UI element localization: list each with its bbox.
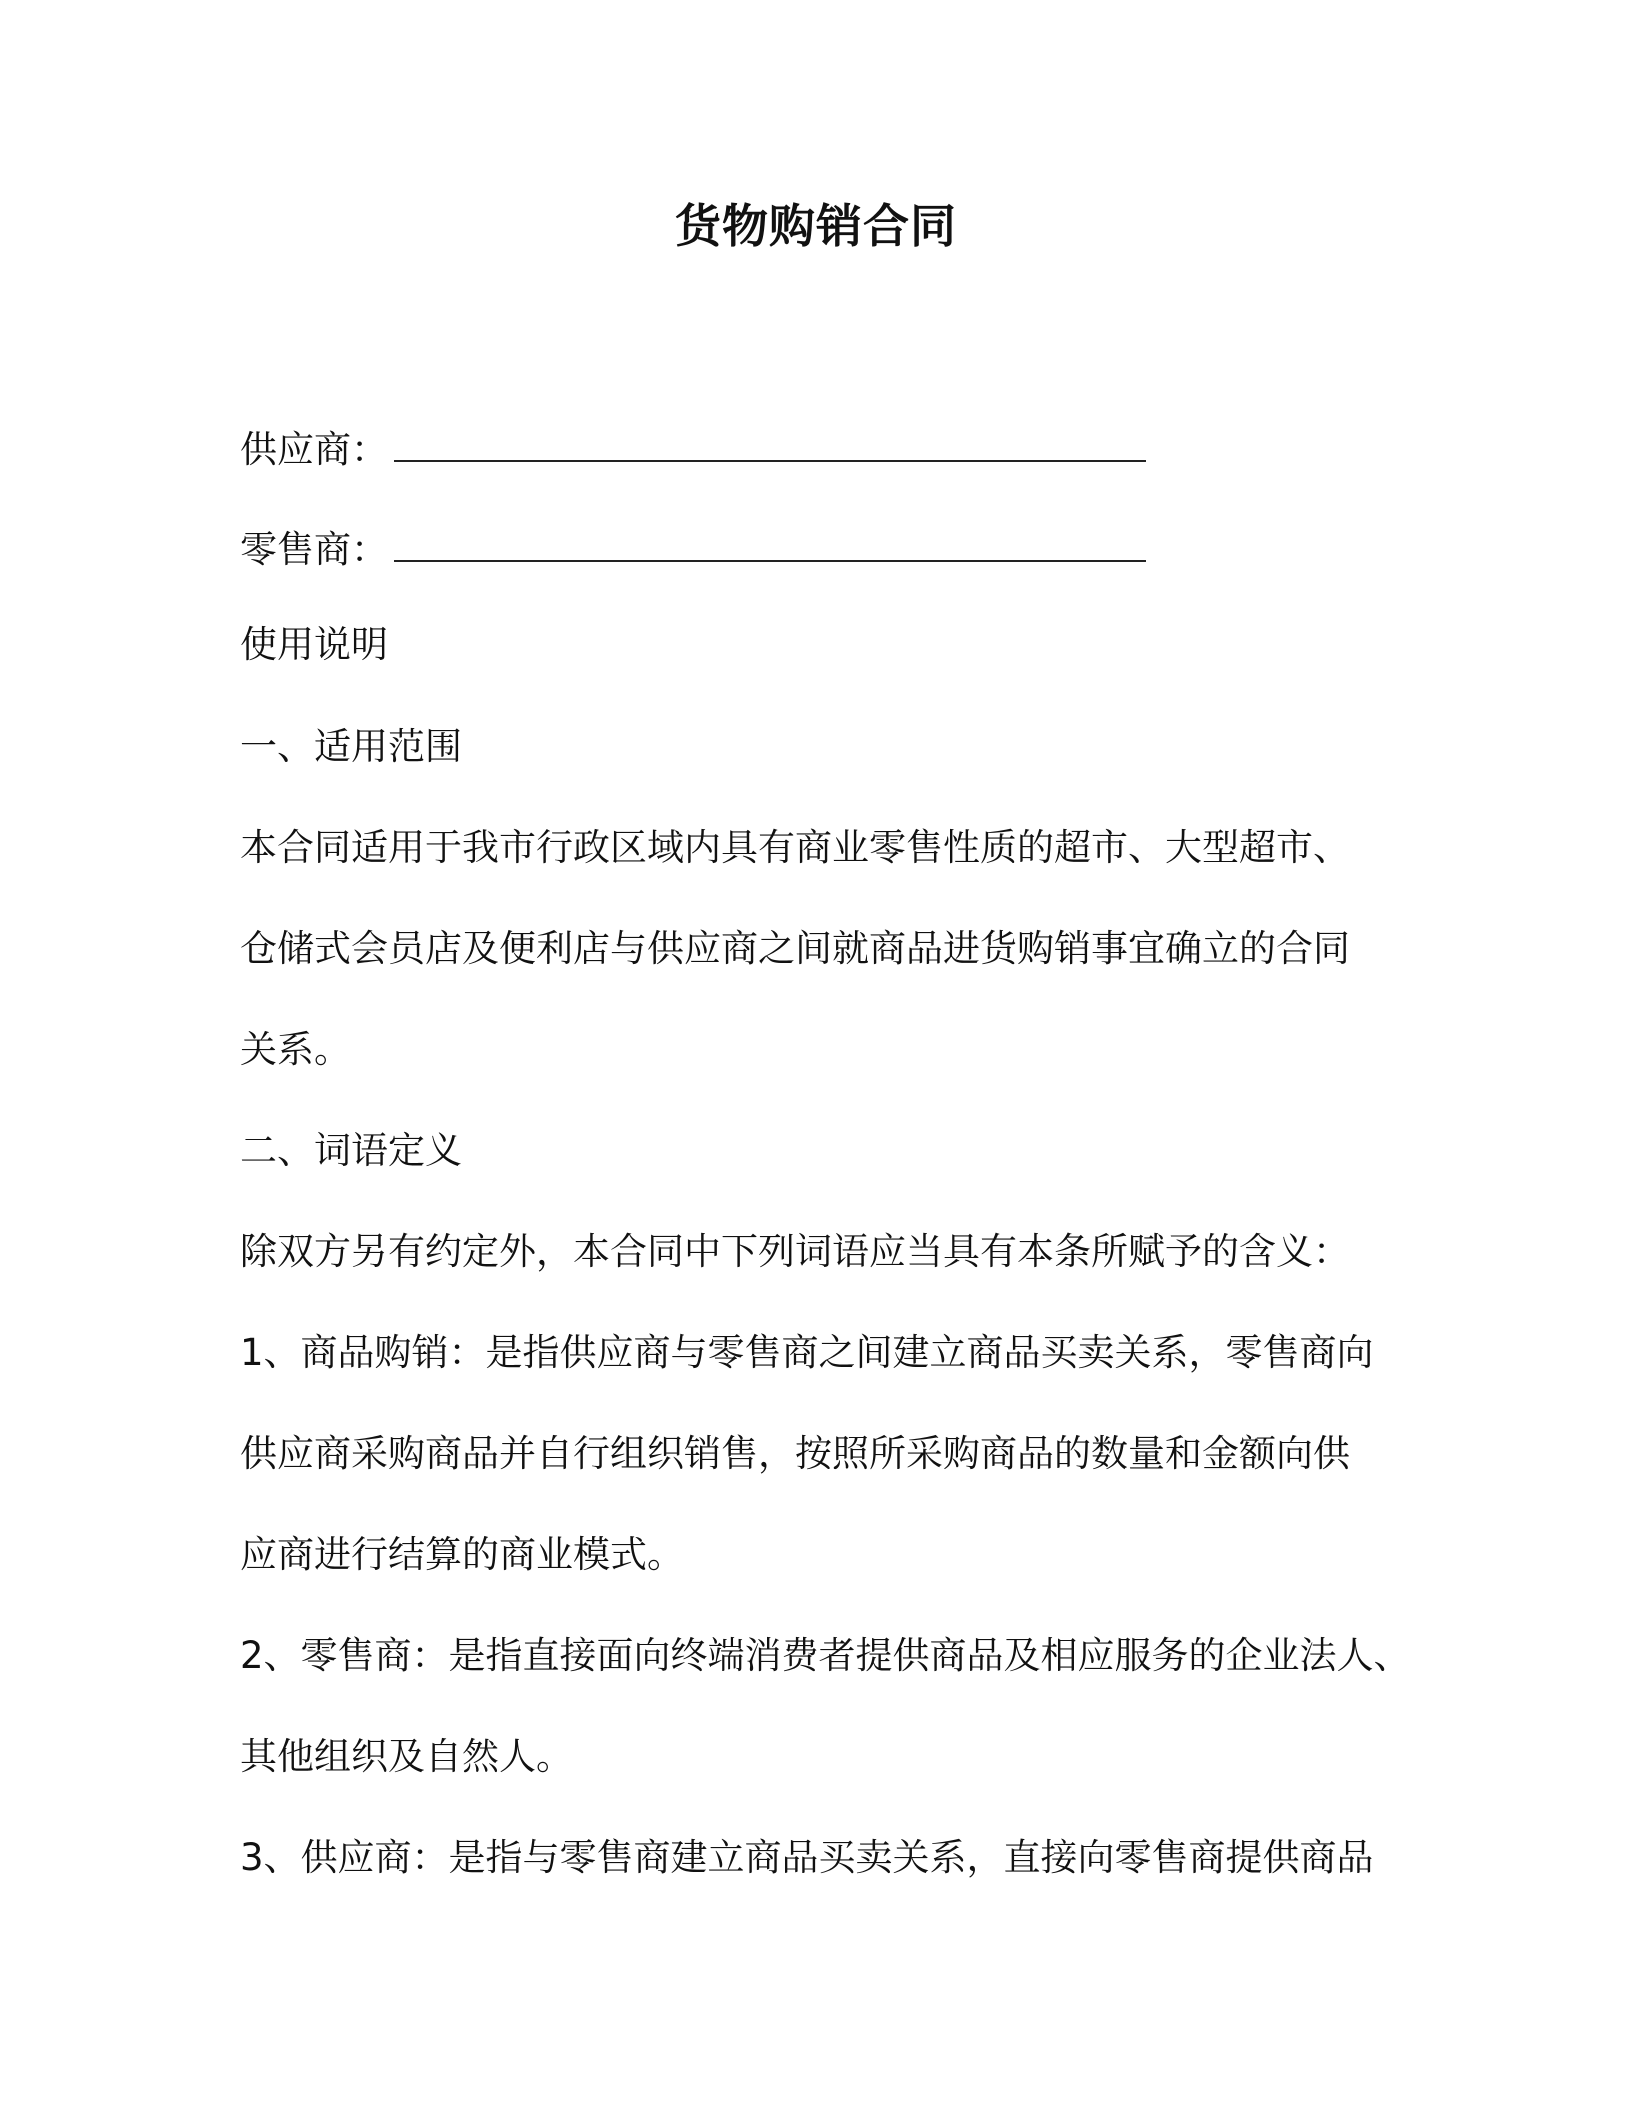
retailer-field [240,525,1410,575]
section-2-heading: 二、词语定义 [240,1129,462,1172]
supplier-blank-line[interactable] [394,428,1146,462]
body-text-line: 关系。 [240,1028,351,1071]
body-text-line: 除双方另有约定外，本合同中下列词语应当具有本条所赋予的含义： [240,1230,1350,1273]
supplier-field [240,425,1410,475]
body-text-line: 2、零售商：是指直接面向终端消费者提供商品及相应服务的企业法人、 [240,1634,1411,1677]
retailer-blank-line[interactable] [394,528,1146,562]
supplier-label: 供应商： [240,428,388,471]
body-text-line: 应商进行结算的商业模式。 [240,1533,684,1576]
body-text-line: 3、供应商：是指与零售商建立商品买卖关系，直接向零售商提供商品 [240,1836,1374,1879]
body-text-line: 供应商采购商品并自行组织销售，按照所采购商品的数量和金额向供 [240,1432,1350,1475]
document-title: 货物购销合同 [675,199,957,253]
body-text-line: 其他组织及自然人。 [240,1735,573,1778]
instructions-heading: 使用说明 [240,623,388,666]
section-1-heading: 一、适用范围 [240,725,462,768]
body-text-line: 1、商品购销：是指供应商与零售商之间建立商品买卖关系，零售商向 [240,1331,1374,1374]
body-text-line: 仓储式会员店及便利店与供应商之间就商品进货购销事宜确立的合同 [240,927,1350,970]
retailer-label: 零售商： [240,528,388,571]
body-text-line: 本合同适用于我市行政区域内具有商业零售性质的超市、大型超市、 [240,826,1350,869]
